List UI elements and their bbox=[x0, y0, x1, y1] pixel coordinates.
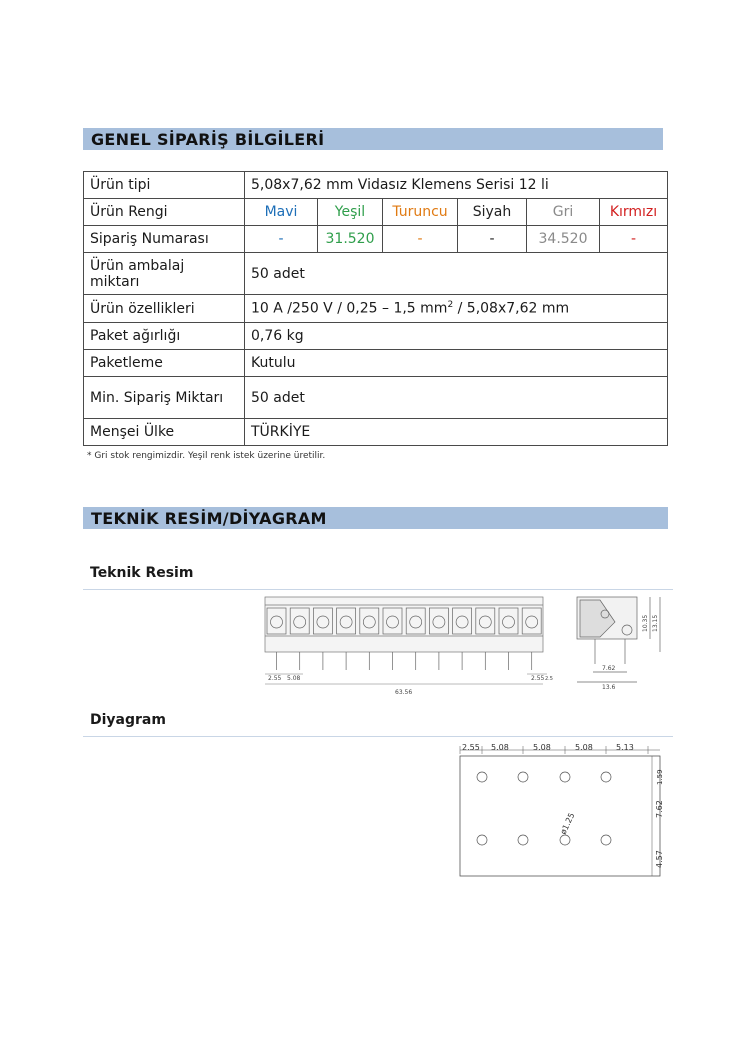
dim-left: 2.55 bbox=[268, 675, 282, 682]
features-text: 10 A /250 V / 0,25 – 1,5 mm bbox=[251, 300, 448, 317]
stock-note: * Gri stok rengimizdir. Yeşil renk istek üzerine üretilir. bbox=[87, 451, 326, 461]
dim-right2: 2.5 bbox=[545, 676, 553, 682]
product-type-value: 5,08x7,62 mm Vidasız Klemens Serisi 12 li bbox=[245, 172, 668, 199]
pcb-diagram bbox=[455, 740, 675, 880]
section-header-order-info: GENEL SİPARİŞ BİLGİLERİ bbox=[83, 128, 663, 150]
table-row bbox=[84, 253, 668, 295]
packaging-value: Kutulu bbox=[245, 350, 668, 377]
dim-total: 63.56 bbox=[395, 689, 413, 696]
origin-value: TÜRKİYE bbox=[245, 419, 668, 446]
order-number-orange: - bbox=[383, 226, 458, 253]
row-label: Ürün Rengi bbox=[84, 199, 245, 226]
dim-right: 2.55 bbox=[531, 675, 545, 682]
order-number-blue: - bbox=[245, 226, 318, 253]
row-label: Menşei Ülke bbox=[84, 419, 245, 446]
table-row bbox=[84, 350, 668, 377]
diagram-heading: Diyagram bbox=[90, 712, 166, 728]
table-row bbox=[84, 323, 668, 350]
features-value bbox=[245, 295, 668, 323]
side-view bbox=[577, 597, 660, 682]
divider bbox=[83, 589, 673, 590]
diag-dim-v1: 1.59 bbox=[656, 769, 664, 785]
order-number-grey: 34.520 bbox=[527, 226, 600, 253]
min-order-value: 50 adet bbox=[245, 377, 668, 419]
diag-dim-4: 5.08 bbox=[575, 743, 593, 752]
table-row bbox=[84, 419, 668, 446]
row-label: Min. Sipariş Miktarı bbox=[84, 377, 245, 419]
features-sup: 2 bbox=[447, 300, 454, 311]
order-info-table bbox=[83, 171, 668, 446]
section-header-technical: TEKNİK RESİM/DİYAGRAM bbox=[83, 507, 668, 529]
color-black: Siyah bbox=[458, 199, 527, 226]
color-blue: Mavi bbox=[245, 199, 318, 226]
color-orange: Turuncu bbox=[383, 199, 458, 226]
diag-hole-dim: ø1.25 bbox=[558, 811, 577, 836]
weight-value: 0,76 kg bbox=[245, 323, 668, 350]
row-label: Ürün özellikleri bbox=[84, 295, 245, 323]
diag-dim-5: 5.13 bbox=[616, 743, 634, 752]
color-grey: Gri bbox=[527, 199, 600, 226]
row-label: Sipariş Numarası bbox=[84, 226, 245, 253]
packaging-qty-value: 50 adet bbox=[245, 253, 668, 295]
color-green: Yeşil bbox=[318, 199, 383, 226]
order-number-red: - bbox=[600, 226, 668, 253]
row-label: Ürün tipi bbox=[84, 172, 245, 199]
technical-drawing bbox=[255, 592, 675, 700]
table-row bbox=[84, 295, 668, 323]
dim-side-w2: 13.6 bbox=[602, 684, 616, 691]
row-label: Paketleme bbox=[84, 350, 245, 377]
dim-side-h2: 13.15 bbox=[652, 614, 659, 632]
order-number-black: - bbox=[458, 226, 527, 253]
table-row bbox=[84, 226, 668, 253]
color-red: Kırmızı bbox=[600, 199, 668, 226]
table-row bbox=[84, 199, 668, 226]
diag-dim-3: 5.08 bbox=[533, 743, 551, 752]
diag-dim-1: 2.55 bbox=[462, 743, 480, 752]
dim-side-h1: 10.35 bbox=[642, 614, 649, 632]
table-row bbox=[84, 172, 668, 199]
row-label: Ürün ambalaj miktarı bbox=[84, 253, 245, 295]
row-label: Paket ağırlığı bbox=[84, 323, 245, 350]
table-row bbox=[84, 377, 668, 419]
diag-dim-v3: 4.57 bbox=[655, 850, 664, 868]
diag-dim-2: 5.08 bbox=[491, 743, 509, 752]
features-text-post: / 5,08x7,62 mm bbox=[453, 300, 570, 317]
technical-drawing-heading: Teknik Resim bbox=[90, 565, 194, 581]
dim-pitch: 5.08 bbox=[287, 675, 301, 682]
diag-dim-v2: 7.62 bbox=[655, 800, 664, 818]
divider bbox=[83, 736, 673, 737]
dim-side-w1: 7.62 bbox=[602, 665, 616, 672]
order-number-green: 31.520 bbox=[318, 226, 383, 253]
